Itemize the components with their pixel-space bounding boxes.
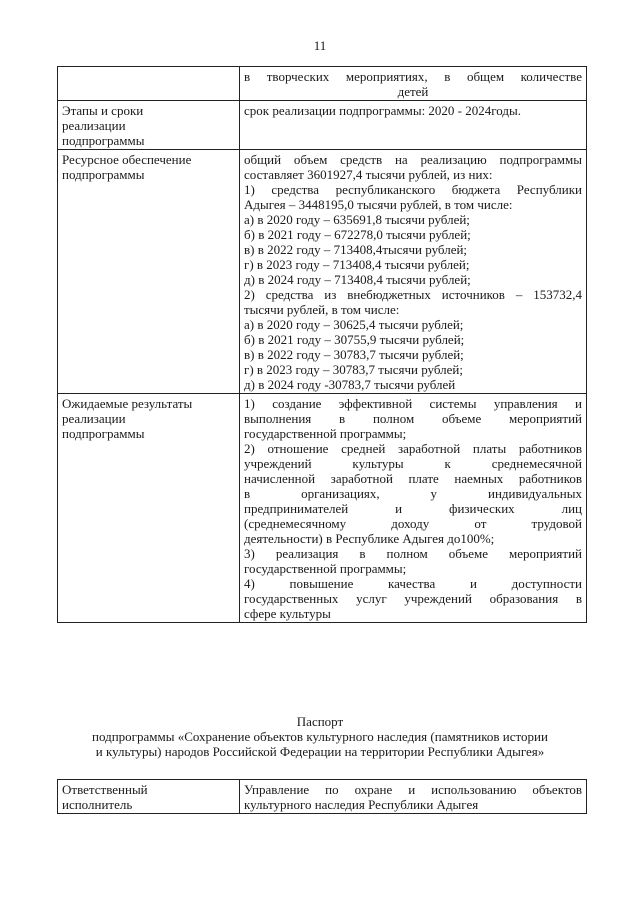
row-content-line: в творческих мероприятиях, в общем количестве [244, 69, 582, 84]
row-content-line: Управление по охране и использованию объектов [244, 782, 582, 797]
passport-heading [30, 714, 610, 759]
table-row [58, 101, 587, 150]
table-row [58, 780, 587, 814]
row-content-line: д) в 2024 году – 713408,4 тысячи рублей; [244, 272, 471, 287]
program-table-top [57, 66, 587, 623]
row-content-line: г) в 2023 году – 30783,7 тысячи рублей; [244, 362, 463, 377]
row-label-cell [58, 67, 240, 101]
row-content-line: предпринимателей и физических лиц [244, 501, 582, 516]
row-content-line: 2) отношение средней заработной платы работников [244, 441, 582, 456]
row-content-line: 1) средства республиканского бюджета Республики [244, 182, 582, 197]
passport-title: Паспорт [296, 714, 344, 729]
row-content-line: государственной программы; [244, 426, 407, 441]
row-label-line: Ожидаемые результаты [62, 396, 193, 411]
row-content-line: д) в 2024 году -30783,7 тысячи рублей [244, 377, 456, 392]
row-content-line: государственных услуг учреждений образования в [244, 591, 582, 606]
passport-table [57, 779, 587, 814]
row-content-line: б) в 2021 году – 672278,0 тысячи рублей; [244, 227, 471, 242]
row-content-line: выполнения в полном объеме мероприятий [244, 411, 582, 426]
row-content-line: Адыгея – 3448195,0 тысячи рублей, в том числе: [244, 197, 513, 212]
row-content-line: государственной программы; [244, 561, 407, 576]
row-content-line: культурного наследия Республики Адыгея [244, 797, 479, 812]
row-label-cell [58, 150, 240, 394]
row-label-line: реализации [62, 411, 126, 426]
row-label-line: Ресурсное обеспечение [62, 152, 192, 167]
table-row [58, 150, 587, 394]
row-label-cell [58, 780, 240, 814]
row-content-line: а) в 2020 году – 635691,8 тысячи рублей; [244, 212, 470, 227]
row-content-line: сфере культуры [244, 606, 331, 621]
row-content-line: срок реализации подпрограммы: 2020 - 2024годы. [244, 103, 521, 118]
row-content-line: г) в 2023 году – 713408,4 тысячи рублей; [244, 257, 470, 272]
row-content-line: в организациях, у индивидуальных [244, 486, 582, 501]
row-content-line: (среднемесячному доходу от трудовой [244, 516, 582, 531]
row-content-line: деятельности) в Республике Адыгея до100%; [244, 531, 495, 546]
row-label-cell [58, 394, 240, 623]
row-content-cell [240, 780, 587, 814]
row-content-cell [240, 394, 587, 623]
row-label-line: Этапы и сроки [62, 103, 144, 118]
row-label-line: исполнитель [62, 797, 133, 812]
row-content-line: детей [397, 84, 429, 99]
row-content-cell [240, 101, 587, 150]
row-content-line: 1) создание эффективной системы управления и [244, 396, 582, 411]
row-label-line: подпрограммы [62, 426, 145, 441]
row-content-line: 2) средства из внебюджетных источников – 153732,4 [244, 287, 582, 302]
row-label-line: Ответственный [62, 782, 148, 797]
row-label-line: подпрограммы [62, 133, 145, 148]
row-content-line: в) в 2022 году – 713408,4тысячи рублей; [244, 242, 468, 257]
row-content-line: б) в 2021 году – 30755,9 тысячи рублей; [244, 332, 465, 347]
row-content-cell [240, 67, 587, 101]
table-row [58, 394, 587, 623]
row-content-line: а) в 2020 году – 30625,4 тысячи рублей; [244, 317, 464, 332]
row-content-line: общий объем средств на реализацию подпрограммы [244, 152, 582, 167]
row-content-line: тысячи рублей, в том числе: [244, 302, 400, 317]
table-row [58, 67, 587, 101]
row-content-line: в) в 2022 году – 30783,7 тысячи рублей; [244, 347, 464, 362]
row-label-line: подпрограммы [62, 167, 145, 182]
row-content-line: учреждений культуры к среднемесячной [244, 456, 582, 471]
passport-subtitle-line: подпрограммы «Сохранение объектов культурного наследия (памятников истории [92, 729, 548, 744]
row-content-line: начисленной заработной плате наемных работников [244, 471, 582, 486]
row-label-line: реализации [62, 118, 126, 133]
row-content-cell [240, 150, 587, 394]
row-content-line: 4) повышение качества и доступности [244, 576, 582, 591]
row-content-line: составляет 3601927,4 тысячи рублей, из них: [244, 167, 493, 182]
row-label-cell [58, 101, 240, 150]
page-number: 11 [313, 38, 327, 53]
passport-subtitle-line: и культуры) народов Российской Федерации на территории Республики Адыгея» [95, 744, 545, 759]
row-content-line: 3) реализация в полном объеме мероприятий [244, 546, 582, 561]
